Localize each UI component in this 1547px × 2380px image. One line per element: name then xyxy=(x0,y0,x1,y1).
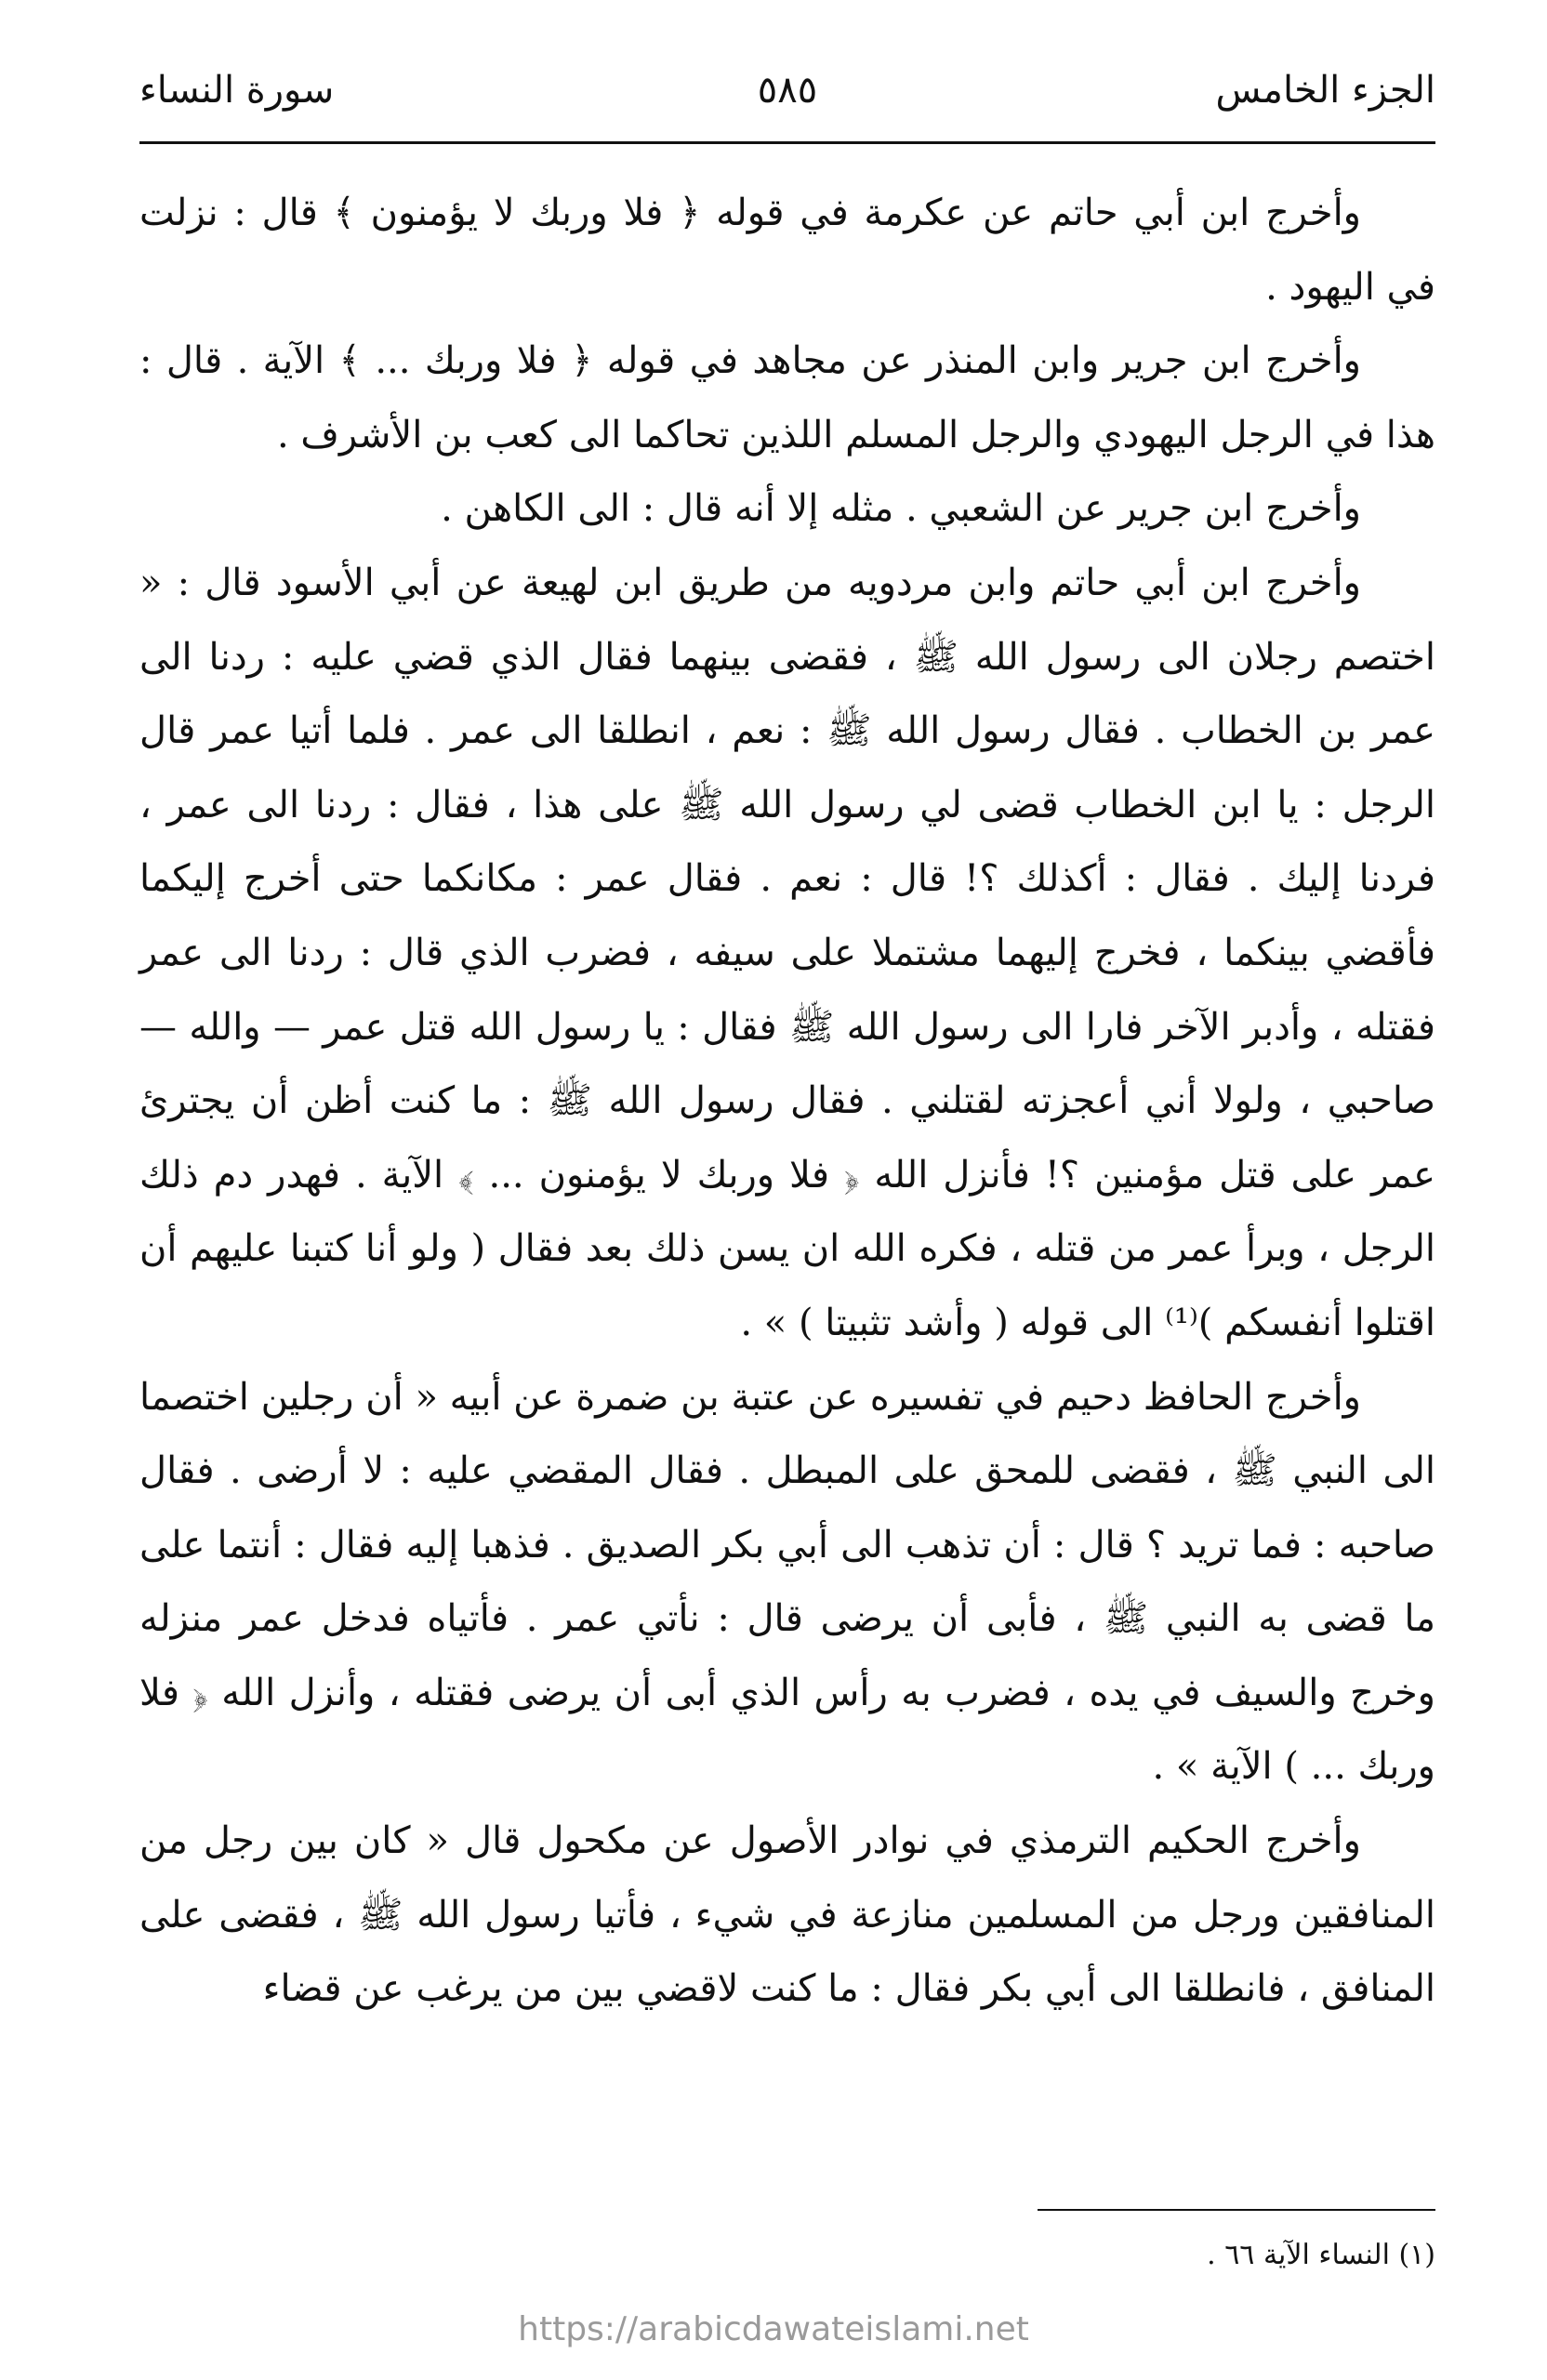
paragraph-4: وأخرج ابن أبي حاتم وابن مردويه من طريق ابن لهيعة عن أبي الأسود قال : « اختصم رجلان الى رسول الله ﷺ ، فقضى بينهما فقال الذي قضي عليه : ردنا الى عمر بن الخطاب . فقال رسول الله ﷺ : نعم ، انطلقا الى عمر . فلما أتيا عمر قال الرجل : يا ابن الخطاب قضى لي رسول الله ﷺ على هذا ، فقال : ردنا الى عمر ، فردنا إليك . فقال : أكذلك ؟! قال : نعم . فقال عمر : مكانكما حتى أخرج إليكما فأقضي بينكما ، فخرج إليهما مشتملا على سيفه ، فضرب الذي قال : ردنا الى عمر فقتله ، وأدبر الآخر فارا الى رسول الله ﷺ فقال : يا رسول الله قتل عمر — والله — صاحبي ، ولولا أني أعجزته لقتلني . فقال رسول الله ﷺ : ما كنت أظن أن يجترئ عمر على قتل مؤمنين ؟! فأنزل الله ﴿ فلا وربك لا يؤمنون ... ﴾ الآية . فهدر دم ذلك الرجل ، وبرأ عمر من قتله ، فكره الله ان يسن ذلك بعد فقال ( ولو أنا كتبنا عليهم أن اقتلوا أنفسكم )⁽¹⁾ الى قوله ( وأشد تثبيتا ) » . xyxy=(139,561,1436,1344)
paragraph-3: وأخرج ابن جرير عن الشعبي . مثله إلا أنه قال : الى الكاهن . xyxy=(441,487,1361,531)
paragraph-1: وأخرج ابن أبي حاتم عن عكرمة في قوله ﴿ فلا وربك لا يؤمنون ﴾ قال : نزلت في اليهود . xyxy=(139,192,1435,309)
main-text xyxy=(139,177,1435,2027)
footnote: (١) النساء الآية ٦٦ . xyxy=(1207,2239,1435,2271)
paragraph-6: وأخرج الحكيم الترمذي في نوادر الأصول عن مكحول قال « كان بين رجل من المنافقين ورجل من المسلمين منازعة في شيء ، فأتيا رسول الله ﷺ ، فقضى على المنافق ، فانطلقا الى أبي بكر فقال : ما كنت لاقضي بين من يرغب عن قضاء xyxy=(139,1819,1435,2011)
running-header xyxy=(139,58,1435,123)
part-title: الجزء الخامس xyxy=(1215,69,1435,112)
paragraph-5: وأخرج الحافظ دحيم في تفسيره عن عتبة بن ضمرة عن أبيه « أن رجلين اختصما الى النبي ﷺ ، فقضى للمحق على المبطل . فقال المقضي عليه : لا أرضى . فقال صاحبه : فما تريد ؟ قال : أن تذهب الى أبي بكر الصديق . فذهبا إليه فقال : أنتما على ما قضى به النبي ﷺ ، فأبى أن يرضى قال : نأتي عمر . فأتياه فدخل عمر منزله وخرج والسيف في يده ، فضرب به رأس الذي أبى أن يرضى فقتله ، وأنزل الله ﴿ فلا وربك ... ) الآية » . xyxy=(139,1375,1435,1789)
watermark-url: https://arabicdawateislami.net xyxy=(518,2310,1029,2348)
paragraph-2: وأخرج ابن جرير وابن المنذر عن مجاهد في قوله ﴿ فلا وربك ... ﴾ الآية . قال : هذا في الرجل اليهودي والرجل المسلم اللذين تحاكما الى كعب بن الأشرف . xyxy=(139,339,1435,456)
header-divider xyxy=(139,141,1435,144)
surah-title: سورة النساء xyxy=(139,69,335,112)
page-number: ٥٨٥ xyxy=(757,69,818,112)
footnote-divider xyxy=(1038,2209,1435,2211)
